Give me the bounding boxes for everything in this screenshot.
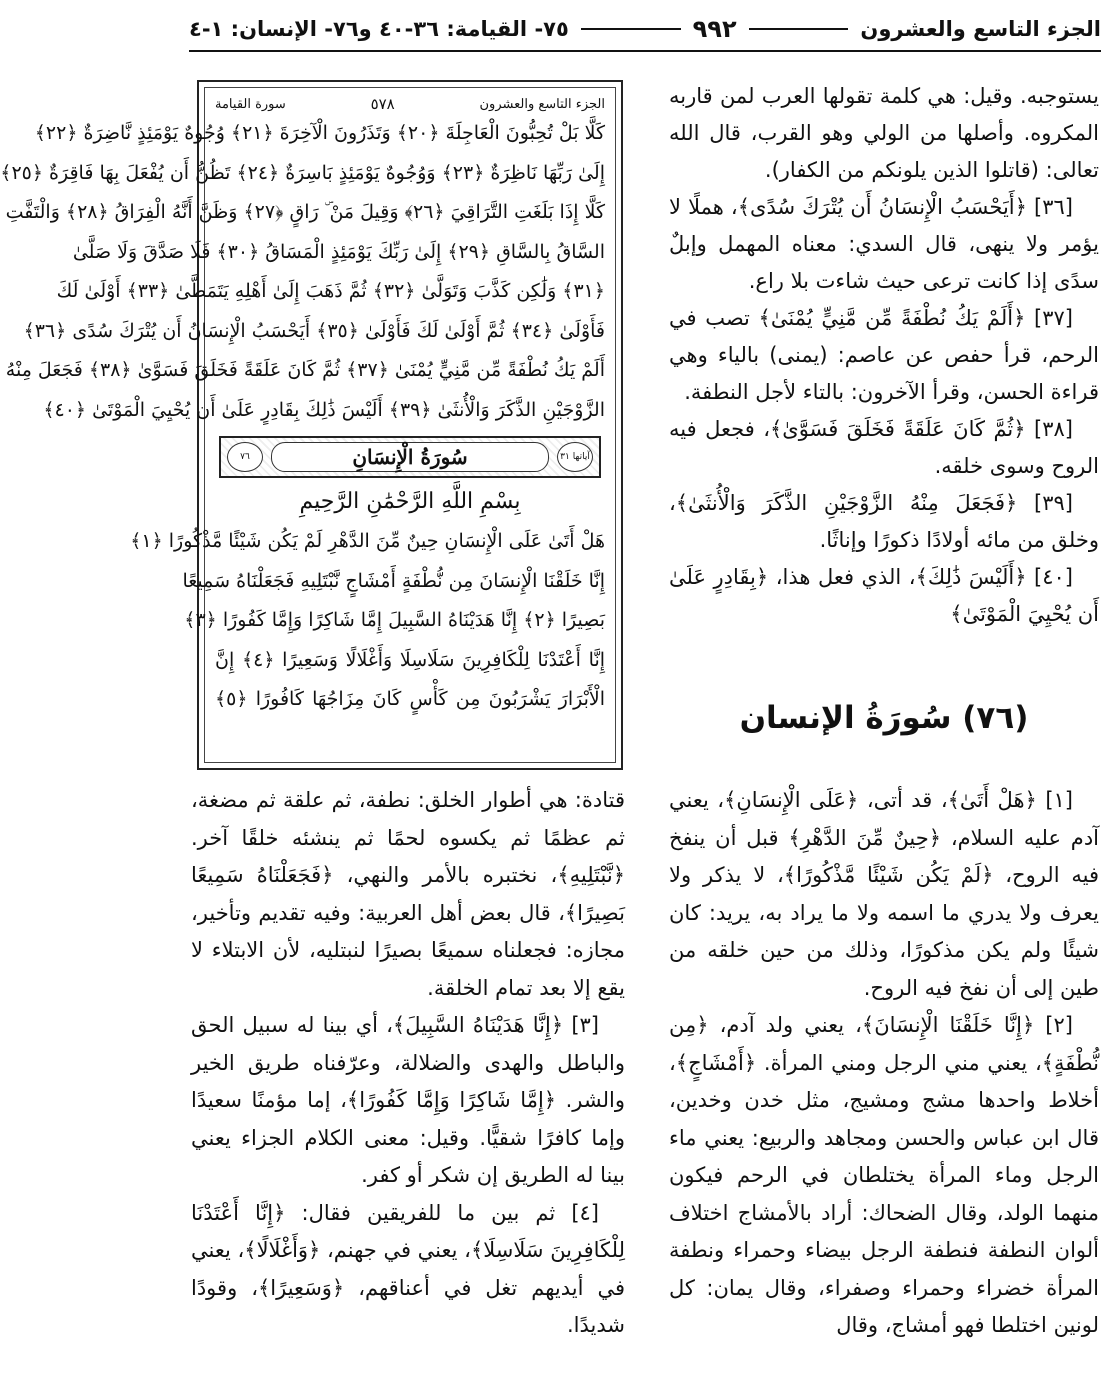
commentary-left-bottom xyxy=(191,782,625,1345)
quran-line: بَصِيرًا ﴿٢﴾ إِنَّا هَدَيْنَاهُ السَّبِيلَ إِمَّا شَاكِرًا وَإِمَّا كَفُورًا ﴿٣﴾ xyxy=(184,609,605,631)
quran-line: هَلْ أَتَىٰ عَلَى الْإِنسَانِ حِينٌ مِّنَ الدَّهْرِ لَمْ يَكُن شَيْئًا مَّذْكُورًا ﴿١﴾ xyxy=(130,530,605,552)
paragraph: قتادة: هي أطوار الخلق: نطفة، ثم علقة ثم مضغة، ثم عظمًا ثم يكسوه لحمًا ثم ينشئه خلقًا آخر. ﴿نَّبْتَلِيهِ﴾، نختبره بالأمر والنهي، ﴿فَجَعَلْنَاهُ سَمِيعًا بَصِيرًا﴾، قال بعض أهل العربية: وفيه تقديم وتأخير، مجازه: فجعلناه سميعًا بصيرًا لنبتليه، لأن الابتلاء لا يقع إلا بعد تمام الخلقة. xyxy=(191,788,625,1000)
paragraph: [٣٩] ﴿فَجَعَلَ مِنْهُ الزَّوْجَيْنِ الذَّكَرَ وَالْأُنثَىٰ﴾، وخلق من مائه أولادًا ذكورًا وإناثًا. xyxy=(669,491,1099,552)
paragraph: [٣٦] ﴿أَيَحْسَبُ الْإِنسَانُ أَن يُتْرَكَ سُدًى﴾، هملًا لا يؤمر ولا ينهى، قال السدي: معناه المهمل وإبلٌ سدًى إذا كانت ترعى حيث شاءت بلا راع. xyxy=(669,195,1099,293)
paragraph: [٤] ثم بين ما للفريقين فقال: ﴿إِنَّا أَعْتَدْنَا لِلْكَافِرِينَ سَلَاسِلَا﴾، يعني في جهنم، ﴿وَأَغْلَالًا﴾، يعني في أيديهم تغل في أعناقهم، ﴿وَسَعِيرًا﴾، وقودًا شديدًا. xyxy=(191,1200,625,1337)
mushaf-part-label: الجزء التاسع والعشرون xyxy=(479,96,605,112)
basmala: بِسْمِ اللَّهِ الرَّحْمَٰنِ الرَّحِيمِ xyxy=(299,489,521,514)
paragraph: [٣٨] ﴿ثُمَّ كَانَ عَلَقَةً فَخَلَقَ فَسَوَّىٰ﴾، فجعل فيه الروح وسوى خلقه. xyxy=(669,417,1099,478)
header-surah-range: ٧٥- القيامة: ٣٦-٤٠ و٧٦- الإنسان: ١-٤ xyxy=(189,17,569,41)
page-header xyxy=(189,8,1101,52)
header-part-label: الجزء التاسع والعشرون xyxy=(860,17,1101,41)
surah-heading: (٧٦) سُورَةُ الإنسان xyxy=(739,700,1029,736)
quran-line: إِلَىٰ رَبِّهَا نَاظِرَةٌ ﴿٢٣﴾ وَوُجُوهٌ يَوْمَئِذٍ بَاسِرَةٌ ﴿٢٤﴾ تَظُنُّ أَن يُفْعَلَ بِهَا فَاقِرَةٌ ﴿٢٥﴾ xyxy=(0,161,605,184)
page-number: ٩٩٢ xyxy=(692,15,737,43)
mushaf-frame xyxy=(0,87,616,763)
quran-line: الْأَبْرَارَ يَشْرَبُونَ مِن كَأْسٍ كَانَ مِزَاجُهَا كَافُورًا ﴿٥﴾ xyxy=(215,688,605,710)
commentary-right-bottom xyxy=(669,782,1099,1345)
quran-line: كَلَّا إِذَا بَلَغَتِ التَّرَاقِيَ ﴿٢٦﴾ وَقِيلَ مَنْ ۜ رَاقٍ ﴿٢٧﴾ وَظَنَّ أَنَّهُ الْفِرَاقُ ﴿٢٨﴾ وَالْتَفَّتِ xyxy=(5,201,605,223)
header-rule xyxy=(581,28,681,30)
surah-ayat-cartouche: آياتها ٣١ xyxy=(557,442,593,472)
commentary-right-top xyxy=(669,78,1099,633)
quran-line: فَأَوْلَىٰ ﴿٣٤﴾ ثُمَّ أَوْلَىٰ لَكَ فَأَوْلَىٰ ﴿٣٥﴾ أَيَحْسَبُ الْإِنسَانُ أَن يُتْرَكَ سُدًى ﴿٣٦﴾ xyxy=(23,319,605,342)
paragraph: [٣٧] ﴿أَلَمْ يَكُ نُطْفَةً مِّن مَّنِيٍّ يُمْنَىٰ﴾ تصب في الرحم، قرأ حفص عن عاصم: (يمنى) بالياء وهي قراءة الحسن، وقرأ الآخرون: بالتاء لأجل النطفة. xyxy=(669,306,1099,404)
surah-title: سُورَةُ الْإِنسَانِ xyxy=(271,442,549,472)
mushaf-page-image xyxy=(0,80,623,770)
mushaf-top-bar xyxy=(215,94,605,114)
quran-line: أَلَمْ يَكُ نُطْفَةً مِّن مَّنِيٍّ يُمْنَىٰ ﴿٣٧﴾ ثُمَّ كَانَ عَلَقَةً فَخَلَقَ فَسَوَّىٰ ﴿٣٨﴾ فَجَعَلَ مِنْهُ xyxy=(5,359,605,381)
paragraph: يستوجبه. وقيل: هي كلمة تقولها العرب لمن قاربه المكروه. وأصلها من الولي وهو القرب، قال الله تعالى: (قاتلوا الذين يلونكم من الكفار). xyxy=(669,84,1099,182)
quran-line: كَلَّا بَلْ تُحِبُّونَ الْعَاجِلَةَ ﴿٢٠﴾ وَتَذَرُونَ الْآخِرَةَ ﴿٢١﴾ وُجُوهٌ يَوْمَئِذٍ نَّاضِرَةٌ ﴿٢٢﴾ xyxy=(34,122,605,144)
quran-line: السَّاقُ بِالسَّاقِ ﴿٢٩﴾ إِلَىٰ رَبِّكَ يَوْمَئِذٍ الْمَسَاقُ ﴿٣٠﴾ فَلَا صَدَّقَ وَلَا صَلَّىٰ xyxy=(72,240,605,263)
paragraph: [٤٠] ﴿أَلَيْسَ ذَٰلِكَ﴾، الذي فعل هذا، ﴿بِقَادِرٍ عَلَىٰ أَن يُحْيِيَ الْمَوْتَىٰ﴾ xyxy=(669,565,1099,626)
paragraph: [٣] ﴿إِنَّا هَدَيْنَاهُ السَّبِيلَ﴾، أي بينا له سبيل الحق والباطل والهدى والضلالة، وعرّفناه طريق الخير والشر. ﴿إِمَّا شَاكِرًا وَإِمَّا كَفُورًا﴾، إما مؤمنًا سعيدًا وإما كافرًا شقيًّا. وقيل: معنى الكلام الجزاء يعني بينا له الطريق إن شكر أو كفر. xyxy=(191,1013,625,1187)
paragraph: [١] ﴿هَلْ أَتَىٰ﴾، قد أتى، ﴿عَلَى الْإِنسَانِ﴾، يعني آدم عليه السلام، ﴿حِينٌ مِّنَ الدَّهْرِ﴾ قبل أن ينفخ فيه الروح، ﴿لَمْ يَكُن شَيْئًا مَّذْكُورًا﴾، لا يذكر ولا يعرف ولا يدري ما اسمه ولا ما يراد به، يريد: كان شيئًا ولم يكن مذكورًا، وذلك من حين خلقه من طين إلى أن نفخ فيه الروح. xyxy=(669,788,1099,1000)
surah-title-frame xyxy=(219,436,601,478)
mushaf-surah-label: سورة القيامة xyxy=(215,96,286,112)
surah-number-cartouche: ٧٦ xyxy=(227,442,263,472)
quran-line: إِنَّا أَعْتَدْنَا لِلْكَافِرِينَ سَلَاسِلَا وَأَغْلَالًا وَسَعِيرًا ﴿٤﴾ إِنَّ xyxy=(215,648,606,671)
quran-line: ﴿٣١﴾ وَلَٰكِن كَذَّبَ وَتَوَلَّىٰ ﴿٣٢﴾ ثُمَّ ذَهَبَ إِلَىٰ أَهْلِهِ يَتَمَطَّىٰ ﴿٣٣﴾ أَوْلَىٰ لَكَ xyxy=(56,280,605,302)
quran-line: الزَّوْجَيْنِ الذَّكَرَ وَالْأُنثَىٰ ﴿٣٩﴾ أَلَيْسَ ذَٰلِكَ بِقَادِرٍ عَلَىٰ أَن يُحْيِيَ الْمَوْتَىٰ ﴿٤٠﴾ xyxy=(43,398,605,421)
mushaf-page-number: ٥٧٨ xyxy=(370,95,395,113)
paragraph: [٢] ﴿إِنَّا خَلَقْنَا الْإِنسَانَ﴾، يعني ولد آدم، ﴿مِن نُّطْفَةٍ﴾، يعني مني الرجل ومني المرأة. ﴿أَمْشَاجٍ﴾، أخلاط واحدها مشج ومشيج، مثل خدن وخدين، قال ابن عباس والحسن ومجاهد والربيع: يعني ماء الرجل وماء المرأة يختلطان في الرحم فيكون منهما الولد، وقال الضحاك: أراد بالأمشاج اختلاف ألوان النطفة فنطفة الرجل بيضاء وحمراء ونطفة المرأة خضراء وحمراء وصفراء، وقال يمان: كل لونين اختلطا فهو أمشاج، وقال xyxy=(669,1013,1099,1337)
header-rule xyxy=(749,28,849,30)
quran-line: إِنَّا خَلَقْنَا الْإِنسَانَ مِن نُّطْفَةٍ أَمْشَاجٍ نَّبْتَلِيهِ فَجَعَلْنَاهُ سَمِيعًا xyxy=(182,569,605,592)
